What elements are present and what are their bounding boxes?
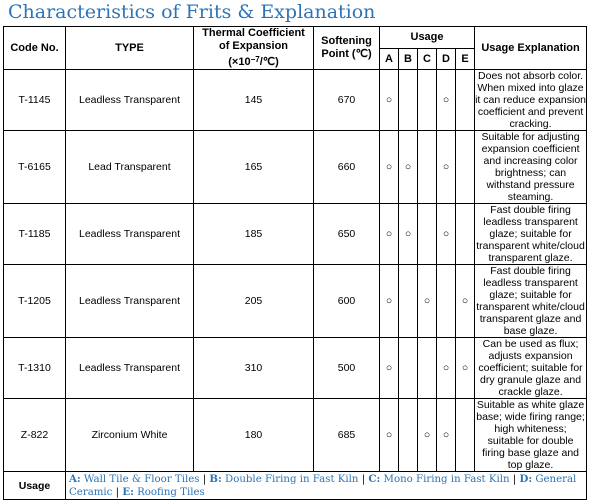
explanation-cell: Can be used as flux; adjusts expansion coefficient; suitable for dry granule glaze and crackle glaze. (475, 338, 587, 399)
usage-mark-b (399, 265, 418, 338)
usage-mark-d: ○ (437, 399, 456, 472)
header-row (4, 27, 587, 49)
header-thermal-line3 (194, 53, 313, 69)
usage-mark-e (456, 204, 475, 265)
header-code: Code No. (4, 27, 66, 70)
legend-separator: | (199, 473, 210, 485)
usage-mark-c (418, 204, 437, 265)
usage-mark-d: ○ (437, 70, 456, 131)
usage-mark-a: ○ (380, 265, 399, 338)
usage-mark-e (456, 131, 475, 204)
legend-key: A: (69, 472, 81, 485)
legend-key: E: (122, 485, 134, 498)
legend-value: Double Firing in Fast Kiln (225, 473, 359, 485)
explanation-cell: Does not absorb color. When mixed into glaze it can reduce expansion coefficient and prevent cracking. (475, 70, 586, 130)
explanation-cell: Fast double firing leadless transparent glaze; suitable for transparent white/cloud transparent glaze. (476, 204, 585, 264)
usage-mark-d (437, 265, 456, 338)
usage-mark-a: ○ (380, 131, 399, 204)
usage-mark-b (399, 338, 418, 399)
usage-mark-d: ○ (437, 204, 456, 265)
thermal-cell: 180 (194, 399, 314, 472)
code-cell: T-1205 (4, 265, 66, 338)
legend-separator: | (509, 473, 520, 485)
explanation-cell: Fast double firing leadless transparent glaze; suitable for transparent white/cloud transparent glaze and base glaze. (476, 265, 585, 337)
usage-mark-c: ○ (418, 265, 437, 338)
usage-letter-c: C (418, 49, 437, 70)
usage-mark-e (456, 399, 475, 472)
usage-mark-c (418, 131, 437, 204)
usage-legend-label: Usage (4, 472, 66, 500)
thermal-cell: 310 (194, 338, 314, 399)
table-row (4, 338, 587, 399)
legend-value: General Ceramic (69, 473, 577, 498)
header-thermal-unit-pre: (×10 (228, 56, 251, 68)
code-cell: T-1145 (4, 70, 66, 131)
usage-mark-b (399, 70, 418, 131)
legend-value: Roofing Tiles (137, 486, 205, 498)
header-thermal-line2: of Expansion (218, 40, 289, 52)
table-row (4, 399, 587, 472)
thermal-cell: 205 (194, 265, 314, 338)
header-thermal (194, 27, 314, 70)
header-explanation: Usage Explanation (475, 27, 587, 70)
table-row (4, 204, 587, 265)
usage-mark-e: ○ (456, 265, 475, 338)
usage-mark-c (418, 70, 437, 131)
usage-letter-e: E (456, 49, 475, 70)
legend-separator: | (358, 473, 369, 485)
code-cell: T-1310 (4, 338, 66, 399)
thermal-cell: 145 (194, 70, 314, 131)
header-usage: Usage (380, 27, 475, 49)
frits-table (3, 26, 587, 500)
softening-cell: 650 (314, 204, 380, 265)
type-cell: Lead Transparent (66, 131, 194, 204)
explanation-cell: Suitable for adjusting expansion coefficient and increasing color brightness; can withstand pressure steaming. (475, 131, 587, 204)
header-softening-line1: Softening (321, 35, 372, 47)
table-row (4, 265, 587, 338)
softening-cell: 600 (314, 265, 380, 338)
code-cell: T-1185 (4, 204, 66, 265)
header-softening (314, 27, 380, 70)
explanation-cell: Suitable as white glaze base; wide firing range; high whiteness; suitable for double firing base glaze and top glaze. (476, 399, 585, 471)
usage-mark-d: ○ (437, 338, 456, 399)
page-title: Characteristics of Frits & Explanation (8, 1, 376, 23)
legend-key: D: (519, 472, 533, 485)
type-cell: Zirconium White (66, 399, 194, 472)
type-cell: Leadless Transparent (66, 338, 194, 399)
header-thermal-line1: Thermal Coefficient (202, 27, 305, 39)
legend-separator: | (112, 486, 123, 498)
type-cell: Leadless Transparent (66, 265, 194, 338)
type-cell: Leadless Transparent (66, 204, 194, 265)
code-cell: Z-822 (4, 399, 66, 472)
type-cell: Leadless Transparent (66, 70, 194, 131)
softening-cell: 670 (314, 70, 380, 131)
usage-letter-d: D (437, 49, 456, 70)
thermal-cell: 185 (194, 204, 314, 265)
header-thermal-unit-post: /℃) (259, 56, 279, 68)
usage-mark-b (399, 399, 418, 472)
usage-mark-b: ○ (399, 204, 418, 265)
usage-legend-row (4, 472, 587, 500)
usage-mark-e (456, 70, 475, 131)
legend-value: Mono Firing in Fast Kiln (383, 473, 510, 485)
usage-mark-a: ○ (380, 204, 399, 265)
usage-mark-c (418, 338, 437, 399)
header-softening-line2: Point (℃) (321, 48, 372, 60)
table-row (4, 70, 587, 131)
code-cell: T-6165 (4, 131, 66, 204)
usage-mark-d: ○ (437, 131, 456, 204)
usage-mark-a: ○ (380, 399, 399, 472)
usage-mark-a: ○ (380, 70, 399, 131)
usage-mark-e: ○ (456, 338, 475, 399)
usage-mark-c: ○ (418, 399, 437, 472)
legend-key: B: (209, 472, 222, 485)
softening-cell: 500 (314, 338, 380, 399)
header-type: TYPE (66, 27, 194, 70)
usage-legend (66, 472, 587, 500)
thermal-cell: 165 (194, 131, 314, 204)
table-row (4, 131, 587, 204)
usage-letter-b: B (399, 49, 418, 70)
usage-mark-a: ○ (380, 338, 399, 399)
header-thermal-unit-exp: −7 (250, 55, 260, 64)
legend-value: Wall Tile & Floor Tiles (83, 473, 200, 485)
legend-key: C: (368, 472, 381, 485)
softening-cell: 685 (314, 399, 380, 472)
usage-mark-b: ○ (399, 131, 418, 204)
softening-cell: 660 (314, 131, 380, 204)
usage-letter-a: A (380, 49, 399, 70)
